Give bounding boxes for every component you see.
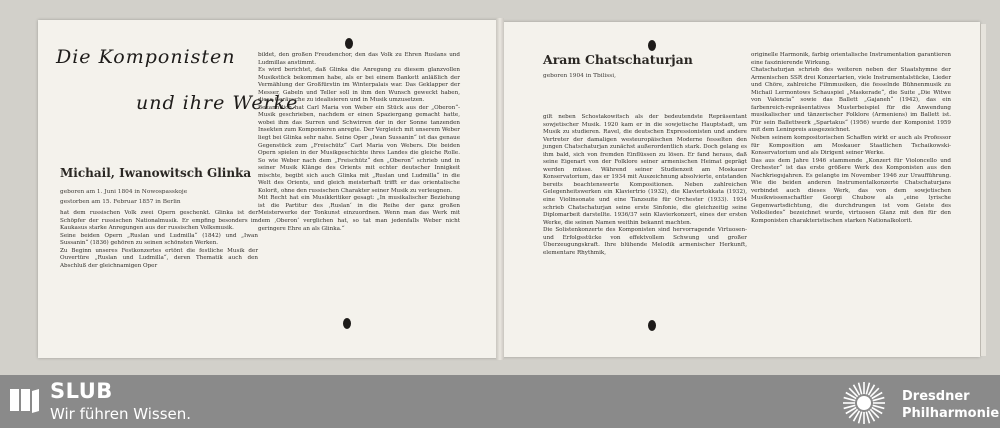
slub-wordmark[interactable]: SLUB xyxy=(50,379,113,403)
paragraph: Das aus dem Jahre 1946 stammende „Konzert für Violoncello und Orchester“ ist das erste größere Werk des Komponisten aus den Nachkriegsjahren. Es gelangte im November 1946 zur Uraufführung. Wie die beiden anderen Instrumentalkonzerte Chatschaturjans verbindet auch dieses Werk, das von dem sowjetischen Musikwissenschaftler Georgi Chubow als „eine lyrische Gegenwartsdichtung, die durchdrungen ist vom Geiste des Volksliedes“ bezeichnet wurde, virtuosen Glanz mit den für den Komponisten charakteristischen starken Nationalkolorit. xyxy=(751,157,951,225)
page-edges xyxy=(980,24,986,356)
chatschaturjan-birth-line: geboren 1904 in Tbilissi, xyxy=(543,73,616,79)
sunburst-emblem-icon[interactable] xyxy=(840,380,888,426)
paragraph: gilt neben Schostakowitsch als der bedeutendste Repräsentant sowjetischer Musik. 1920 kam er in die sowjetische Hauptstadt, um Musik zu studieren. Ravel, die deutschen Expressionisten und andere Vertreter der damaligen westeuropäischen Moderne fesselten den jungen Chatschaturjan zunächst außerordentlich stark. Doch gelang es ihm bald, sich von fremden Einflüssen zu lösen. Er fand heraus, daß seine Eigenart von der Folklore seiner armenischen Heimat geprägt werden müsse. Während seiner Studienzeit am Moskauer Konservatorium, das er 1934 mit Auszeichnung absolvierte, entstanden bereits beachtenswerte Kompositionen. Neben zahlreichen Gelegenheitswerken ein Klaviertrio (1932), die Klaviertokkata (1932), eine Violinsonate und eine Tanzsuite für Orchester (1933). 1934 schrieb Chatschaturjan seine erste Sinfonie, die gleichzeitig seine Diplomarbeit darstellte. 1936/37 sein Klavierkonzert, eines der ersten Werke, die seinen Namen weithin bekannt machten. xyxy=(543,114,747,226)
paragraph: Seine beiden Opern „Ruslan und Ludmilla“ (1842) und „Iwan Sussanin“ (1836) gehören zu seinen schönsten Werken. xyxy=(60,232,258,247)
paragraph: Die Solistenkonzerte des Komponisten sind hervorragende Virtuosen- und Erfolgsstücke von effektvollem Schwung und großer Überzeugungskraft. Ihre blühende Melodik armenischer Herkunft, elementare Rhythmik, xyxy=(543,227,747,256)
philharmonie-name-line-2[interactable]: Philharmonie xyxy=(902,406,1000,421)
paragraph: Neben seinem kompositorischen Schaffen wirkt er auch als Professor für Komposition am Moskauer Staatlichen Tschaikowski-Konservatorium und als Dirigent seiner Werke. xyxy=(751,135,951,157)
punch-hole xyxy=(345,38,353,49)
right-page-column-1 xyxy=(543,114,747,257)
glinka-birth-line: geboren am 1. Juni 1804 in Nowospasskoje xyxy=(60,189,188,195)
paragraph: hat dem russischen Volk zwei Opern geschenkt. Glinka ist der Schöpfer der russischen Nationalmusik. Er empfing besonders im Kaukasus starke Anregungen aus der russischen Volksmusik. xyxy=(60,210,258,232)
glinka-text-column xyxy=(60,210,258,270)
book-stack-icon[interactable] xyxy=(8,385,40,415)
punch-hole xyxy=(648,320,656,331)
paragraph: Chatschaturjan schrieb des weiteren neben der Staatshymne der Armenischen SSR drei Konzertarien, viele Instrumentalstücke, Lieder und Chöre, zahlreiche Filmmusiken, die fesselnde Bühnenmusik zu Michail Lermontows Schauspiel „Maskerade“, die Suite „Die Witwe von Valencia“ sowie das Ballett „Gajaneh“ (1942), das ein farbenreich-repräsentatives Musterbeispiel für die Anwendung musikalischer und tänzerischer Folklore (Armeniens) im Ballett ist. Für sein Ballettwerk „Spartakus“ (1956) wurde der Komponist 1959 mit dem Leninpreis ausgezeichnet. xyxy=(751,67,951,134)
paragraph: Mit Recht hat ein Musikkritiker gesagt: „In musikalischer Beziehung ist die Partitur des ‚Ruslan‘ in die Reihe der ganz großen Meisterwerke der Tonkunst einzuordnen. Wenn man das Werk mit dem ‚Oberon‘ verglichen hat, so tat man jedenfalls Weber nicht geringere Ehre an als Glinka.“ xyxy=(258,195,460,232)
punch-hole xyxy=(648,40,656,51)
philharmonie-name-line-1[interactable]: Dresdner xyxy=(902,389,970,404)
paragraph: Zu Beginn unseres Festkonzertes ertönt die festliche Musik der Ouvertüre „Ruslan und Ludmilla“, deren Thematik auch den Abschluß der gleichnamigen Oper xyxy=(60,247,258,269)
glinka-death-line: gestorben am 15. Februar 1857 in Berlin xyxy=(60,199,181,205)
right-page-column-2 xyxy=(751,52,951,226)
paragraph: Bekanntlich hat Carl Maria von Weber ein Stück aus der „Oberon“-Musik geschrieben, nachdem er einen Spaziergang gemacht hatte, wobei ihm das Surren und Schwirren der in der Sonne tanzenden Insekten zum Komponieren anregte. Der Vergleich mit unserem Weber liegt bei Glinka sehr nahe. Seine Oper „Iwan Sussanin“ ist das genaue Gegenstück zum „Freischütz“ Carl Maria von Webers. Die beiden Opern spielen in der Musikgeschichte ihres Landes die gleiche Rolle. So wie Weber nach dem „Freischütz“ den „Oberon“ schrieb und in seiner Musik Klänge des Orients mit echter deutscher Innigkeit mischte, begibt sich auch Glinka mit „Ruslan und Ludmilla“ in die Welt des Orients, und gleich meisterhaft trifft er das orientalische Kolorit, ohne den russischen Charakter seiner Musik zu verleugnen. xyxy=(258,104,460,194)
punch-hole xyxy=(343,318,351,329)
left-page-column-2 xyxy=(258,52,460,233)
script-heading-line-1: Die Komponisten xyxy=(56,46,236,68)
book-spine xyxy=(496,18,504,360)
slub-slogan: Wir führen Wissen. xyxy=(50,405,192,423)
script-heading-line-2: und ihre Werke xyxy=(136,92,299,114)
chatschaturjan-heading: Aram Chatschaturjan xyxy=(543,52,693,67)
paragraph: Es wird berichtet, daß Glinka die Anregung zu diesem glanzvollen Musikstück bekommen habe, als er bei einem Bankett anläßlich der Vermählung der Großfürstin im Winterpalais war. Das Geklapper der Messer, Gabeln und Teller soll in ihm den Wunsch geweckt haben, diese Geräusche zu idealisieren und in Musik umzusetzen. xyxy=(258,67,460,104)
paragraph: originelle Harmonik, farbig orientalische Instrumentation garantieren eine faszinierende Wirkung. xyxy=(751,52,951,66)
glinka-heading: Michail, Iwanowitsch Glinka xyxy=(60,166,252,180)
paragraph: bildet, den großen Freudenchor, den das Volk zu Ehren Ruslans und Ludmillas anstimmt. xyxy=(258,52,460,66)
